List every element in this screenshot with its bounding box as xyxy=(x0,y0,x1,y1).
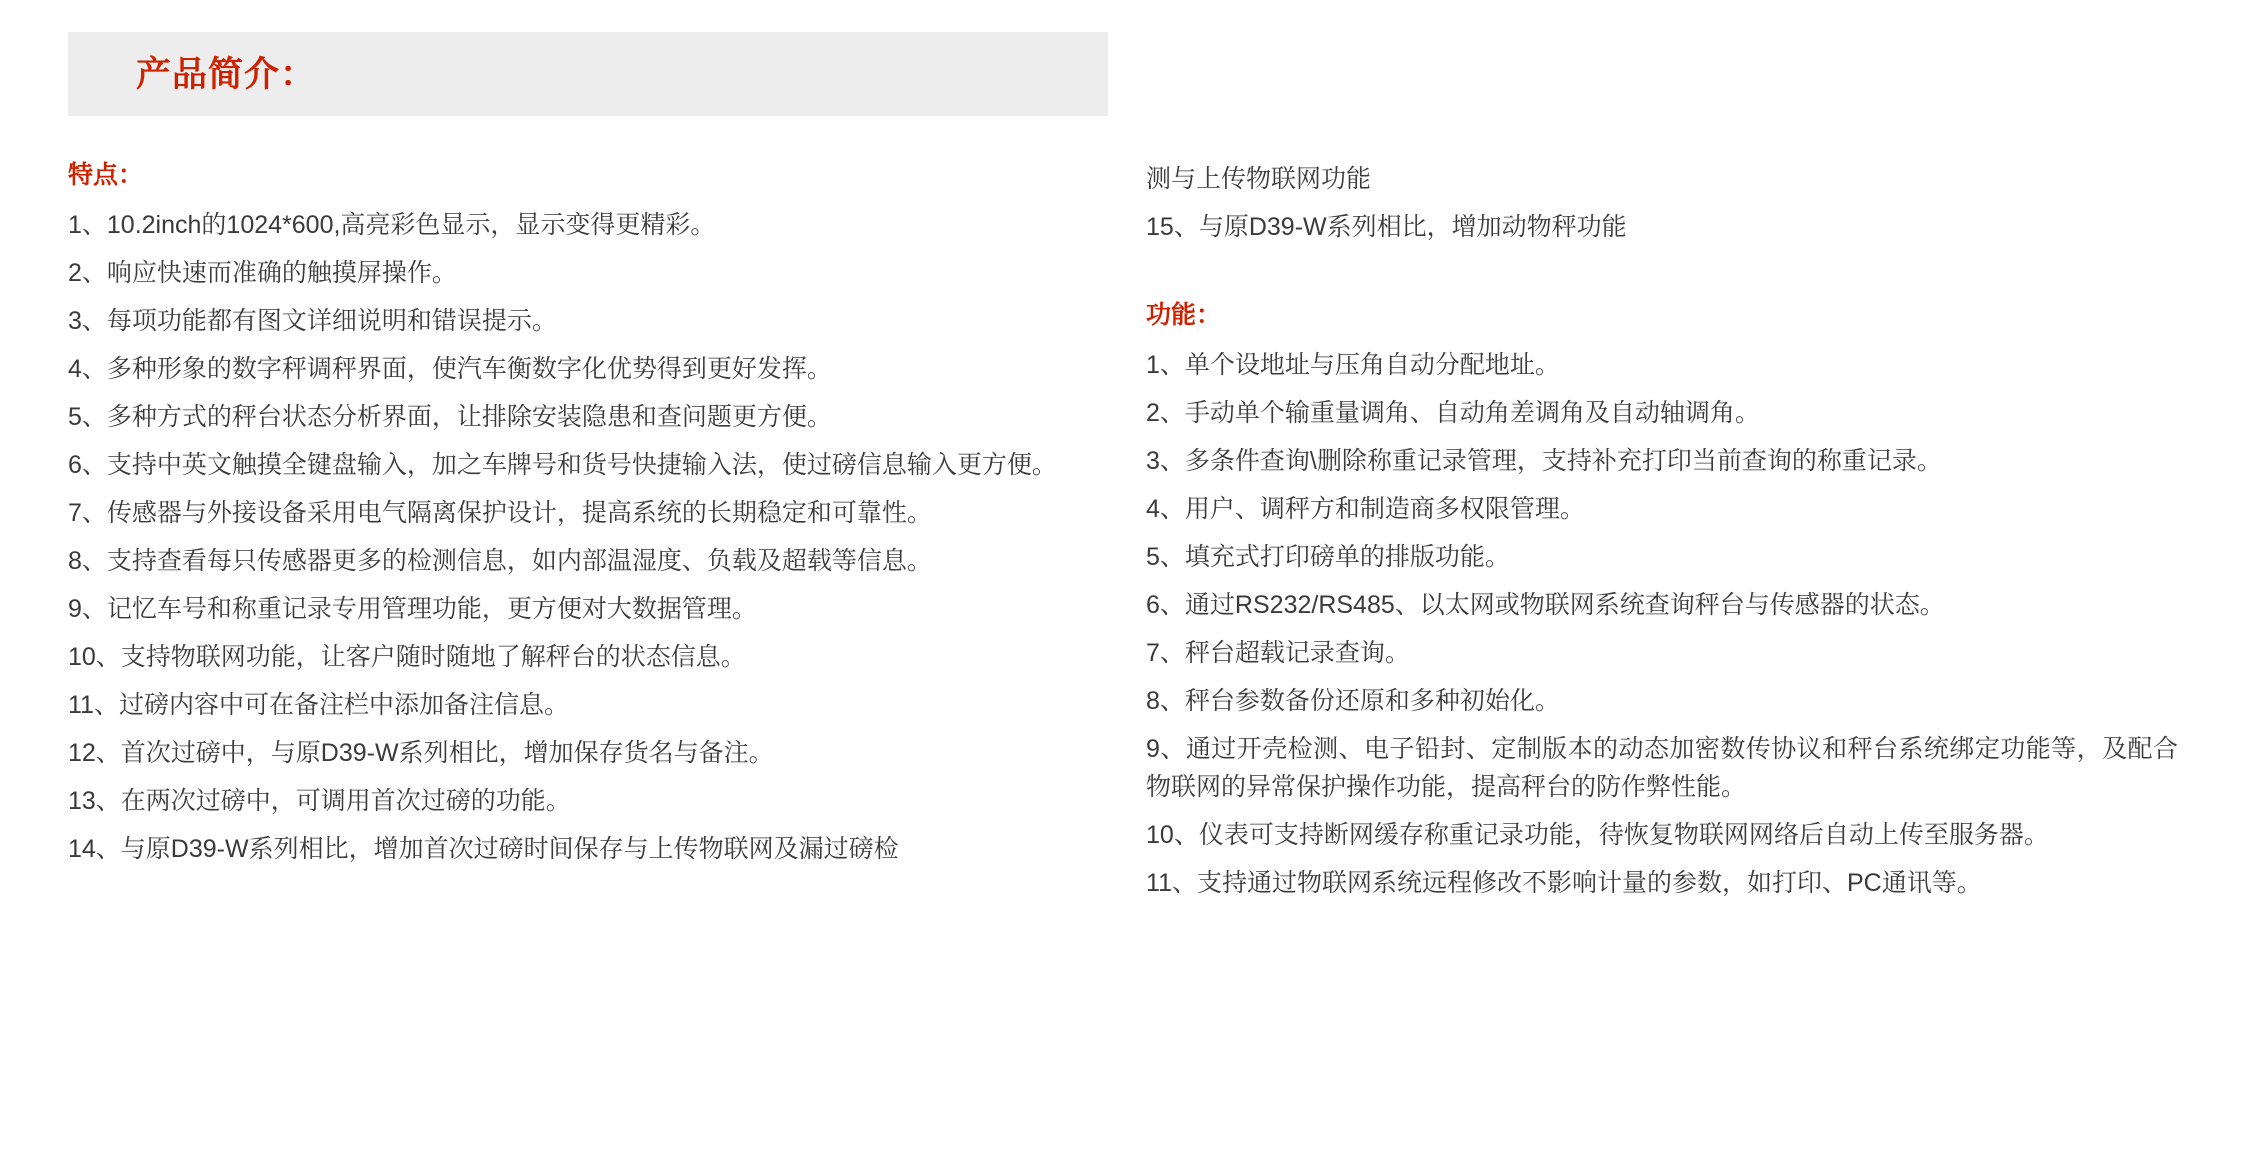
page-title-banner xyxy=(68,32,1108,116)
list-item: 1、单个设地址与压角自动分配地址。 xyxy=(1146,351,1560,379)
list-item: 10、仪表可支持断网缓存称重记录功能，待恢复物联网网络后自动上传至服务器。 xyxy=(1146,821,2049,849)
features-list-continued xyxy=(1146,208,2178,246)
list-item: 14、与原D39-W系列相比，增加首次过磅时间保存与上传物联网及漏过磅检 xyxy=(68,835,899,863)
features-list xyxy=(68,206,1090,868)
list-item: 11、支持通过物联网系统远程修改不影响计量的参数，如打印、PC通讯等。 xyxy=(1146,869,1982,897)
list-item: 12、首次过磅中，与原D39-W系列相比，增加保存货名与备注。 xyxy=(68,739,774,767)
list-item: 3、每项功能都有图文详细说明和错误提示。 xyxy=(68,307,557,335)
list-item: 7、秤台超载记录查询。 xyxy=(1146,639,1410,667)
list-item: 7、传感器与外接设备采用电气隔离保护设计，提高系统的长期稳定和可靠性。 xyxy=(68,499,932,527)
list-item: 3、多条件查询\删除称重记录管理，支持补充打印当前查询的称重记录。 xyxy=(1146,447,1942,475)
functions-column xyxy=(1146,160,2178,902)
list-item: 13、在两次过磅中，可调用首次过磅的功能。 xyxy=(68,787,571,815)
list-item: 1、10.2inch的1024*600,高亮彩色显示，显示变得更精彩。 xyxy=(68,211,716,239)
continuation-text: 测与上传物联网功能 xyxy=(1146,165,1372,193)
list-item: 11、过磅内容中可在备注栏中添加备注信息。 xyxy=(68,691,569,719)
page-title: 产品简介： xyxy=(136,54,317,94)
content-columns xyxy=(68,160,2178,902)
list-item: 8、支持查看每只传感器更多的检测信息，如内部温湿度、负载及超载等信息。 xyxy=(68,547,932,575)
features-column xyxy=(68,160,1100,902)
list-item: 8、秤台参数备份还原和多种初始化。 xyxy=(1146,687,1560,715)
features-heading: 特点： xyxy=(68,161,144,189)
list-item: 4、用户、调秤方和制造商多权限管理。 xyxy=(1146,495,1585,523)
functions-list xyxy=(1146,346,2178,902)
list-item: 15、与原D39-W系列相比，增加动物秤功能 xyxy=(1146,213,1627,241)
list-item: 10、支持物联网功能，让客户随时随地了解秤台的状态信息。 xyxy=(68,643,746,671)
list-item: 9、记忆车号和称重记录专用管理功能，更方便对大数据管理。 xyxy=(68,595,757,623)
functions-heading: 功能： xyxy=(1146,301,1222,329)
list-item: 5、填充式打印磅单的排版功能。 xyxy=(1146,543,1510,571)
list-item: 2、手动单个输重量调角、自动角差调角及自动轴调角。 xyxy=(1146,399,1760,427)
list-item: 6、支持中英文触摸全键盘输入，加之车牌号和货号快捷输入法，使过磅信息输入更方便。 xyxy=(68,451,1057,479)
list-item: 9、通过开壳检测、电子铅封、定制版本的动态加密数传协议和秤台系统绑定功能等，及配合物联网的异常保护操作功能，提高秤台的防作弊性能。 xyxy=(1146,735,2178,801)
list-item: 6、通过RS232/RS485、以太网或物联网系统查询秤台与传感器的状态。 xyxy=(1146,591,1945,619)
list-item: 5、多种方式的秤台状态分析界面，让排除安装隐患和查问题更方便。 xyxy=(68,403,832,431)
list-item: 4、多种形象的数字秤调秤界面，使汽车衡数字化优势得到更好发挥。 xyxy=(68,355,832,383)
list-item: 2、响应快速而准确的触摸屏操作。 xyxy=(68,259,457,287)
